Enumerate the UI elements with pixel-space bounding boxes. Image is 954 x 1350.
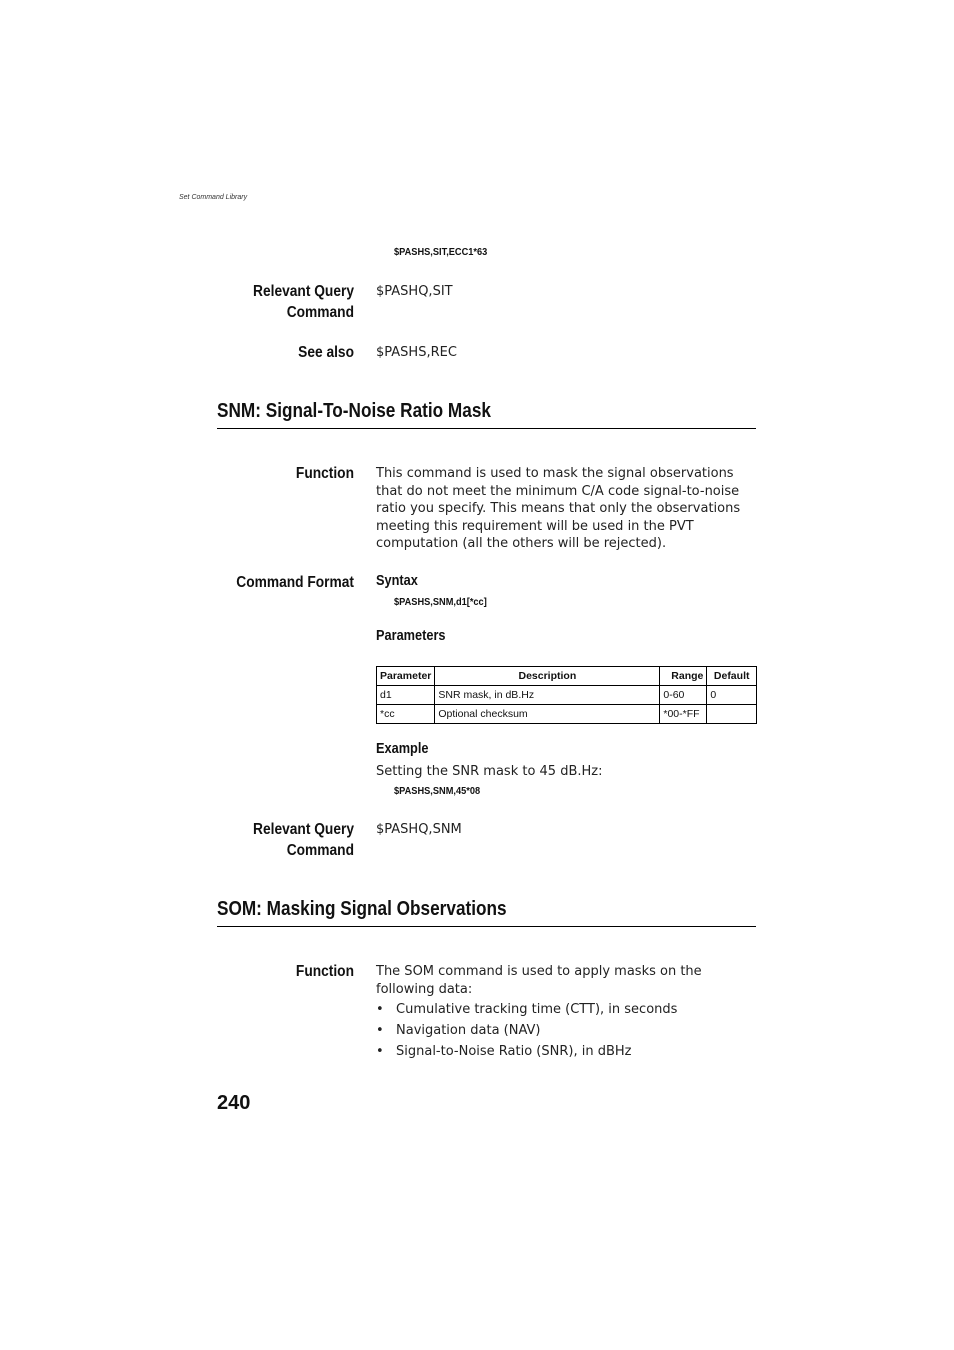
table-cell: 0-60: [660, 686, 707, 705]
table-cell: d1: [377, 686, 435, 705]
syntax-heading: Syntax: [376, 573, 418, 589]
page-number: 240: [217, 1092, 251, 1114]
som-bullet-list: [376, 999, 756, 1062]
table-cell: [707, 705, 757, 724]
table-row: [377, 705, 757, 724]
example-heading: Example: [376, 741, 429, 757]
table-header-cell: Parameter: [377, 667, 435, 686]
bullet-icon: •: [376, 1044, 384, 1059]
parameters-heading: Parameters: [376, 628, 446, 644]
table-cell: *cc: [377, 705, 435, 724]
som-section-rule: [217, 926, 756, 927]
table-cell: SNR mask, in dB.Hz: [435, 686, 660, 705]
list-item: • Navigation data (NAV): [376, 1020, 756, 1041]
som-function-intro: The SOM command is used to apply masks on the following data:: [376, 964, 702, 997]
table-cell: 0: [707, 686, 757, 705]
snm-function-label: Function: [295, 465, 354, 482]
bullet-icon: •: [376, 1023, 384, 1038]
see-also-label: See also: [298, 344, 354, 361]
example-code: $PASHS,SNM,45*08: [394, 785, 481, 797]
table-header-cell: Range: [660, 667, 707, 686]
table-cell: Optional checksum: [435, 705, 660, 724]
snm-relevant-query-value: $PASHQ,SNM: [376, 822, 462, 837]
table-header-row: [377, 667, 757, 686]
bullet-icon: •: [376, 1002, 384, 1017]
list-item: • Cumulative tracking time (CTT), in seconds: [376, 999, 756, 1020]
som-section-title: SOM: Masking Signal Observations: [217, 898, 507, 920]
see-also-value: $PASHS,REC: [376, 345, 457, 360]
table-header-cell: Default: [707, 667, 757, 686]
snm-section-rule: [217, 428, 756, 429]
table-header-cell: Description: [435, 667, 660, 686]
top-example-code: $PASHS,SIT,ECC1*63: [394, 246, 488, 258]
list-item: • Signal-to-Noise Ratio (SNR), in dBHz: [376, 1041, 756, 1062]
sit-relevant-query-label: Relevant Query Command: [253, 283, 354, 321]
example-text: Setting the SNR mask to 45 dB.Hz:: [376, 764, 603, 779]
som-function-label: Function: [295, 963, 354, 980]
table-row: [377, 686, 757, 705]
syntax-code: $PASHS,SNM,d1[*cc]: [394, 596, 487, 608]
sit-relevant-query-value: $PASHQ,SIT: [376, 284, 453, 299]
table-cell: *00-*FF: [660, 705, 707, 724]
snm-relevant-query-label: Relevant Query Command: [253, 821, 354, 859]
parameters-table: [376, 666, 757, 724]
snm-function-text: This command is used to mask the signal observations that do not meet the minimum C/A code signal-to-noise ratio you specify. This means that only the observations meeting this requirement will be used in the PVT computation (all the others will be rejected).: [376, 466, 741, 551]
command-format-label: Command Format: [236, 574, 354, 591]
running-head: Set Command Library: [179, 194, 248, 201]
snm-section-title: SNM: Signal-To-Noise Ratio Mask: [217, 400, 491, 422]
